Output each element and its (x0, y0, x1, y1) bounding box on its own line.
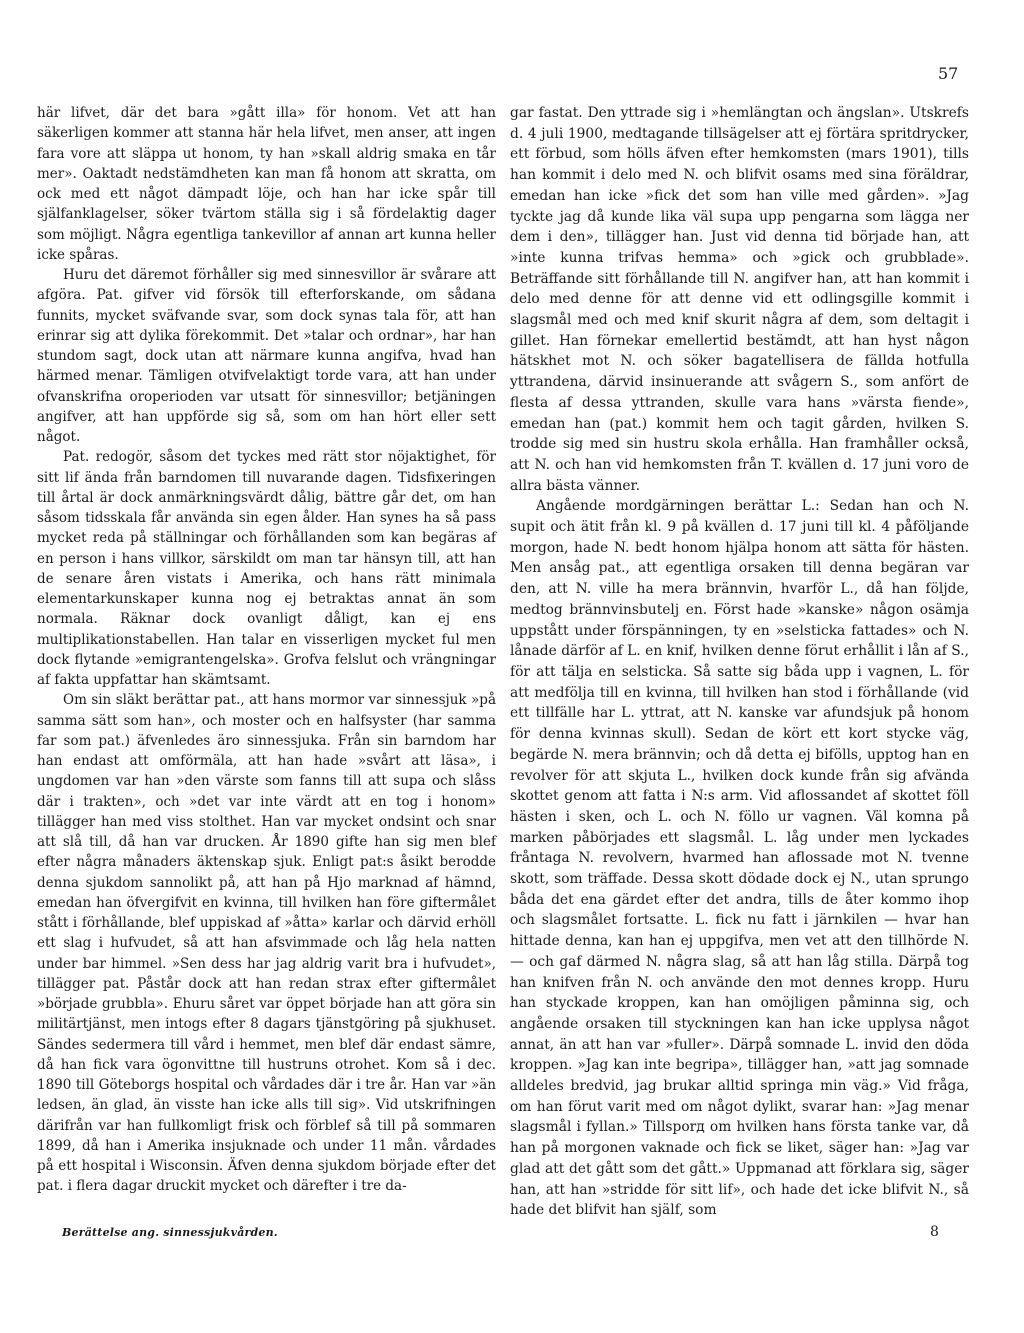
paragraph: Om sin släkt berättar pat., att hans mormor var sinnessjuk »på samma sätt som han», och moster och en halfsyster (har samma far som pat.) äfvenledes äro sinnessjuka. Från sin barndom har han endast att omförmäla, att han hade »svårt att läsa», i ungdomen var han »den värste som fanns till att supa och slåss där i trakten», och »det var inte värdt att en tog i honom» tillägger han med viss stolthet. Han var mycket ondsint och snar att slå till, då han var drucken. År 1890 gifte han sig men blef efter några månaders äktenskap sjuk. Enligt pat:s åsikt berodde denna sjukdom sannolikt på, att han på Hjo marknad af hämnd, emedan han öfvergifvit en kvinna, till hvilken han före giftermålet stått i förhållande, blef uppiskad af »åtta» karlar och därvid erhöll ett slag i hufvudet, så att han afsvimmade och låg hela natten under bar himmel. »Sen dess har jag aldrig varit bra i hufvudet», tillägger pat. Påstår dock att han redan strax efter giftermålet »började grubbla». Ehuru såret var öppet började han att göra sin militärtjänst, men intogs efter 8 dagars tjänstgöring på sjukhuset. Sändes sedermera till vård i hemmet, men blef där endast sämre, då han fick vara ögonvittne till hustruns otrohet. Kom så i dec. 1890 till Göteborgs hospital och vårdades där i tre år. Han var »än ledsen, än glad, än visste han icke alls till sig». Vid utskrifningen därifrån var han fullkomligt frisk och förblef så till på sommaren 1899, då han i Amerika insjuknade och under 11 mån. vårdades på ett hospital i Wisconsin. Äfven denna sjukdom började efter det pat. i flera dagar druckit mycket och därefter i tre da- (37, 692, 496, 1195)
right-column (510, 103, 969, 1221)
page-number: 57 (938, 64, 959, 83)
paragraph: här lifvet, där det bara »gått illa» för honom. Vet att han säkerligen kommer att stanna här hela lifvet, men anser, att ingen fara vore att släppa ut honom, ty han »skall aldrig smaka en tår mer». Oaktadt nedstämdheten kan man få honom att skratta, om ock med ett något dämpadt löje, och han har icke spår till själfanklagelser, söker tvärtom ställa sig i så fördelaktig dager som möjligt. Några egentliga tankevillor af annan art kunna heller icke spåras. (37, 105, 496, 263)
paragraph: Huru det däremot förhåller sig med sinnesvillor är svårare att afgöra. Pat. gifver vid försök till efterforskande, om sådana funnits, mycket sväfvande svar, som dock synas tala för, att han erinrar sig att dylika förekommit. Det »talar och ordnar», har han stundom sagt, dock utan att närmare kunna angifva, hvad han härmed menar. Tämligen otvifvelaktigt torde vara, att han under ofvanskrifna oroperioden var utsatt för sinnesvillor; betjäningen angifver, att han uppförde sig så, som om han hört eller sett något. (37, 267, 496, 445)
paragraph: Angående mordgärningen berättar L.: Sedan han och N. supit och ätit från kl. 9 på kvällen d. 17 juni till kl. 4 påföljande morgon, hade N. bedt honom hjälpa honom att sätta för hästen. Men ansåg pat., att egentliga orsaken till denna begäran var den, att N. ville ha mera brännvin, hvarför L., då han följde, medtog brännvinsbutelj en. Först hade »kanske» någon osämja uppstått under förspänningen, ty en »selsticka fattades» och N. lånade därför af L. en knif, hvilken denne förut erhållit i lån af S., för att tälja en selsticka. Så satte sig båda upp i vagnen, L. för att medfölja till en kvinna, till hvilken han stod i förhållande (vid ett tillfälle har L. yttrat, att N. kanske var afundsjuk på honom för denna kvinnas skull). Sedan de kört ett kort stycke väg, begärde N. mera brännvin; och då detta ej bifölls, upptog han en revolver för att skjuta L., hvilken dock kunde från sig afvända skottet genom att fatta i N:s arm. Vid aflossandet af skottet föll hästen i sken, och L. och N. föllo ur vagnen. Väl komna på marken påbörjades ett slagsmål. L. låg under men lyckades fråntaga N. revolvern, hvarmed han aflossade mot N. tvenne skott, som träffade. Dessa skott dödade dock ej N., utan sprungo båda det ena gärdet efter det andra, tills de åter kommo ihop och slagsmålet fortsatte. L. fick nu fatt i järnkilen — hvar han hittade denna, kan han ej uppgifva, men vet att den tillhörde N. — och gaf därmed N. några slag, så att han låg stilla. Därpå tog han knifven från N. och använde den mot dennes kropp. Huru han styckade kroppen, kan han omöjligen påminna sig, och angående orsaken till styckningen kan han icke upplysa något annat, än att han var »fuller». Därpå somnade L. invid den döda kroppen. »Jag kan inte begripa», tillägger han, »att jag somnade alldeles bredvid, jag brukar alltid springa min väg.» Vid fråga, om han förut varit med om något dylikt, svarar han: »Jag menar slagsmål i fyllan.» Tillsporд om hvilken hans första tanke var, då han på morgonen vaknade och fick se liket, säger han: »Jag var glad att det gått som det gått.» Uppmanad att förklara sig, säger han, att han »stridde för sitt lif», och hade det icke blifvit N., så hade det blifvit han själf, som (510, 498, 969, 1219)
footer-publication-title: Berättelse ang. sinnessjukvården. (62, 1226, 278, 1239)
paragraph: Pat. redogör, såsom det tyckes med rätt stor nöjaktighet, för sitt lif ända från barndomen till nuvarande dagen. Tidsfixeringen till årtal är dock anmärkningsvärdt dålig, bättre går det, om han såsom tidsskala får använda sin egen ålder. Han synes ha så pass mycket reda på ställningar och förhållanden som kan begäras af en person i hans villkor, särskildt om man tar hänsyn till, att han de senare åren vistats i Amerika, och hans rätt minimala elementarkunskaper kunna nog ej betraktas annat än som normala. Räknar dock ovanligt dåligt, kan ej ens multiplikationstabellen. Han talar en visserligen mycket ful men dock flytande »emigrantengelska». Grofva felslut och vrängningar af fakta uppfattar han skämtsamt. (37, 449, 496, 688)
left-column (37, 103, 496, 1197)
paragraph: gar fastat. Den yttrade sig i »hemlängtan och ängslan». Utskrefs d. 4 juli 1900, medtagande tillsägelser att ej förtära spritdrycker, ett förbud, som hölls äfven efter hemkomsten (mars 1901), tills han kommit i delo med N. och blifvit osams med sina föräldrar, emedan han icke »fick det som han ville med gården». »Jag tyckte jag då kunde lika väl supa upp pengarna som lägga ner dem i den», tillägger han. Just vid denna tid började han, att »inte kunna trifvas hemma» och »gick och grubblade». Beträffande sitt förhållande till N. angifver han, att han kommit i delo med denne för att denne vid ett odlingsgille kommit i slagsmål med och med knif skurit några af dem, som deltagit i gillet. Han förnekar emellertid bestämdt, att han hyst någon hätskhet mot N. och söker bagatellisera de fällda hotfulla yttrandena, därvid insinuerande att svågern S., som anfört de flesta af dessa yttranden, skulle vara hans »värsta fiende», emedan han (pat.) kommit hem och tagit gården, hvilken S. trodde sig med sin hustru skola erhålla. Han framhåller också, att N. och han vid hemkomsten från T. kvällen d. 17 juni voro de allra bästa vänner. (510, 105, 969, 494)
footer-signature-mark: 8 (930, 1224, 939, 1240)
